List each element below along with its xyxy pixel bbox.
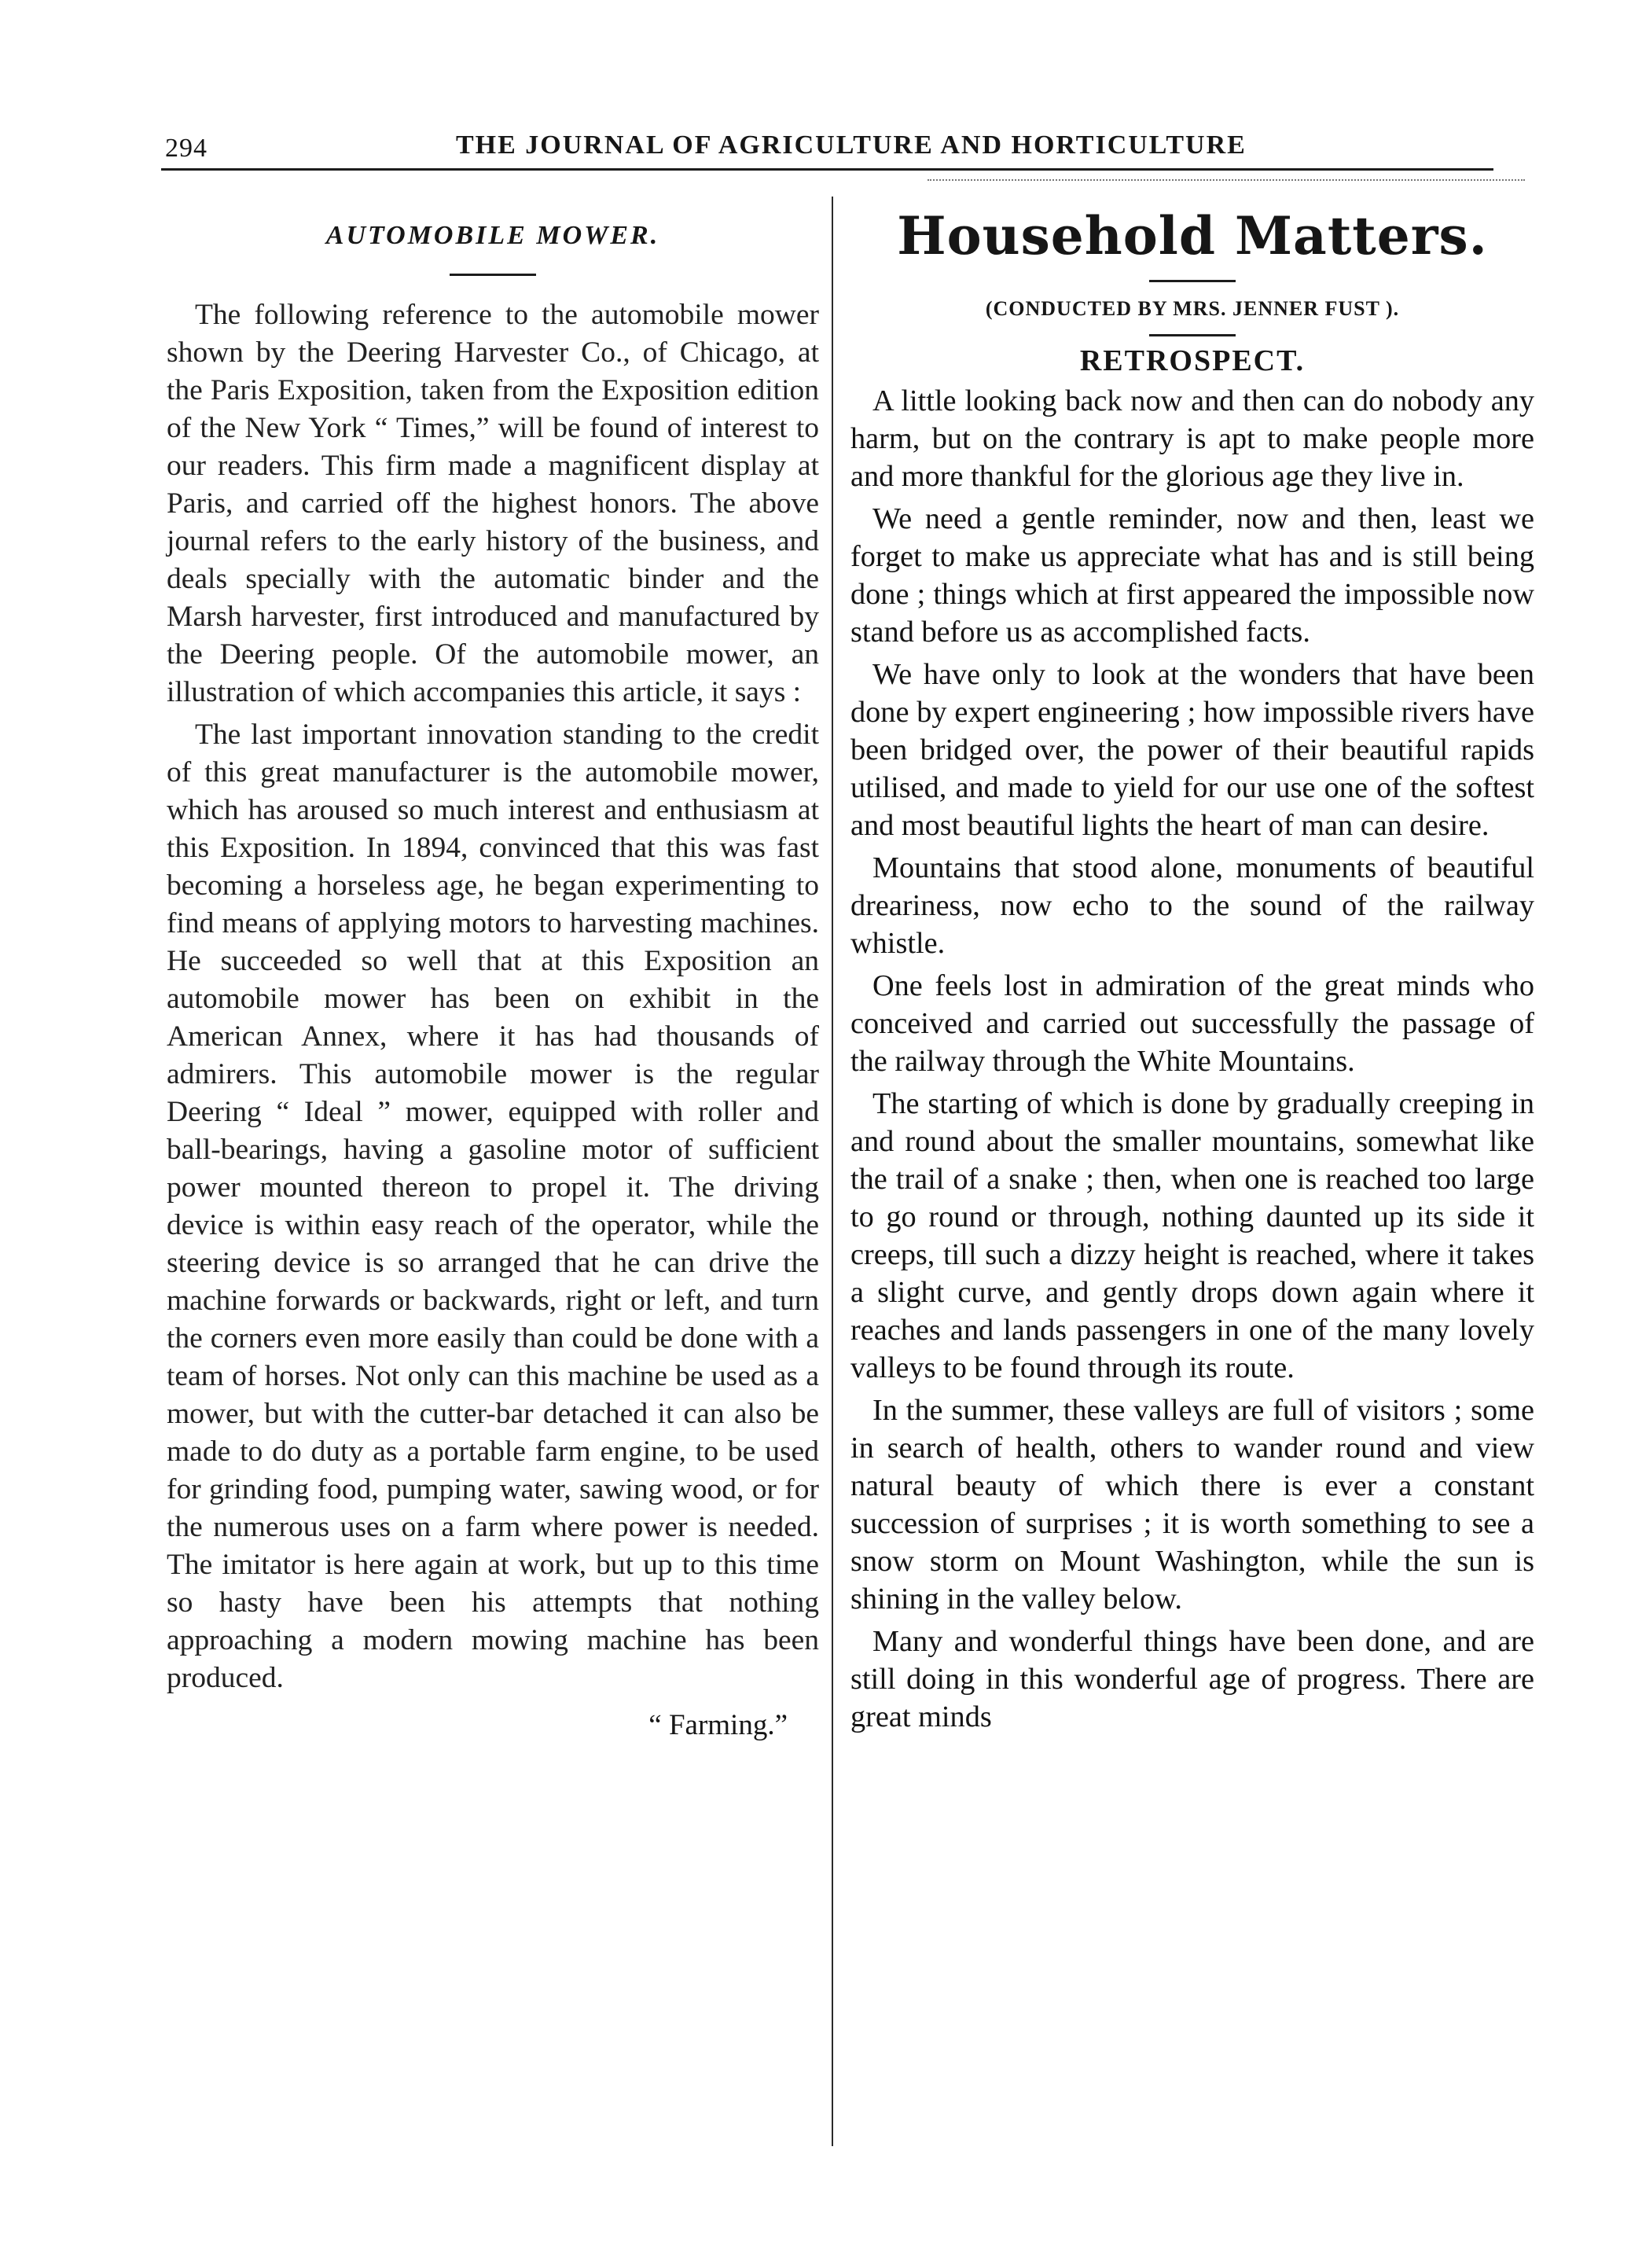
article-title: AUTOMOBILE MOWER. (325, 221, 660, 250)
article-paragraph: The starting of which is done by gradually creeping in and round about the smaller mountains, somewhat like the trail of a snake ; then, when one is reached too large to go round or through, nothing daunted up its side it creeps, till such a dizzy height is reached, where it takes a slight curve, and gently drops down again where it reaches and lands passengers in one of the many lovely valleys to be found through its route. (850, 1087, 1534, 1384)
article-paragraph: A little looking back now and then can do nobody any harm, but on the contrary is apt to make people more and more thankful for the glorious age they live in. (850, 384, 1534, 493)
section-title: Household Matters. (897, 205, 1488, 266)
article-paragraph: One feels lost in admiration of the great minds who conceived and carried out successfully the passage of the railway through the White Mountains. (850, 969, 1534, 1078)
article-paragraph: The following reference to the automobile mower shown by the Deering Harvester Co., of Chicago, at the Paris Exposition, taken from the Exposition edition of the New York “ Times,” will be found of interest to our readers. This firm made a magnificent display at Paris, and carried off the highest honors. The above journal refers to the early history of the business, and deals specially with the automatic binder and the Marsh harvester, first introduced and manufactured by the Deering people. Of the automobile mower, an illustration of which accompanies this article, it says : (167, 299, 819, 708)
journal-title: THE JOURNAL OF AGRICULTURE AND HORTICULTURE (456, 130, 1247, 160)
article-subheading: RETROSPECT. (1079, 344, 1306, 377)
article-paragraph: Many and wonderful things have been done, and are still doing in this wonderful age of progress. There are great minds (850, 1625, 1534, 1733)
left-column (167, 204, 819, 1744)
article-paragraph: In the summer, these valleys are full of visitors ; some in search of health, others to wander round and view natural beauty of which there is ever a constant succession of surprises ; it is worth something to see a snow storm on Mount Washington, while the sun is shining in the valley below. (850, 1394, 1534, 1616)
right-column (850, 204, 1534, 1741)
article-paragraph: We need a gentle reminder, now and then, least we forget to make us appreciate what has and is still being done ; things which at first appeared the impossible now stand before us as accomplished facts. (850, 502, 1534, 649)
header-dotted-rule (928, 179, 1525, 182)
page-number: 294 (165, 134, 208, 163)
article-paragraph: Mountains that stood alone, monuments of beautiful dreariness, now echo to the sound of the railway whistle. (850, 851, 1534, 960)
article-attribution: “ Farming.” (648, 1709, 788, 1741)
section-rule (1149, 280, 1236, 282)
column-divider (832, 197, 833, 2146)
article-paragraph: The last important innovation standing to the credit of this great manufacturer is the automobile mower, which has aroused so much interest and enthusiasm at this Exposition. In 1894, convinced that this was fast becoming a horseless age, he began experimenting to find means of applying motors to harvesting machines. He succeeded so well that at this Exposition an automobile mower has been on exhibit in the American Annex, where it has had thousands of admirers. This automobile mower is the regular Deering “ Ideal ” mower, equipped with roller and ball-bearings, having a gasoline motor of sufficient power mounted thereon to propel it. The driving device is within easy reach of the operator, while the steering device is so arranged that he can drive the machine forwards or backwards, right or left, and turn the corners even more easily than could be done with a team of horses. Not only can this machine be used as a mower, but with the cutter-bar detached it can also be made to do duty as a portable farm engine, to be used for grinding food, pumping water, sawing wood, or for the numerous uses on a farm where power is needed. The imitator is here again at work, but up to this time so hasty have been his attempts that nothing approaching a modern mowing machine has been produced. (167, 719, 819, 1694)
page-header (165, 126, 1493, 173)
header-rule (161, 168, 1493, 171)
conductor-rule (1149, 334, 1236, 336)
article-paragraph: We have only to look at the wonders that have been done by expert engineering ; how impossible rivers have been bridged over, the power of their beautiful rapids utilised, and made to yield for our use one of the softest and most beautiful lights the heart of man can desire. (850, 658, 1534, 842)
title-rule (450, 274, 536, 276)
section-conductor: (CONDUCTED BY MRS. JENNER FUST ). (985, 297, 1400, 320)
